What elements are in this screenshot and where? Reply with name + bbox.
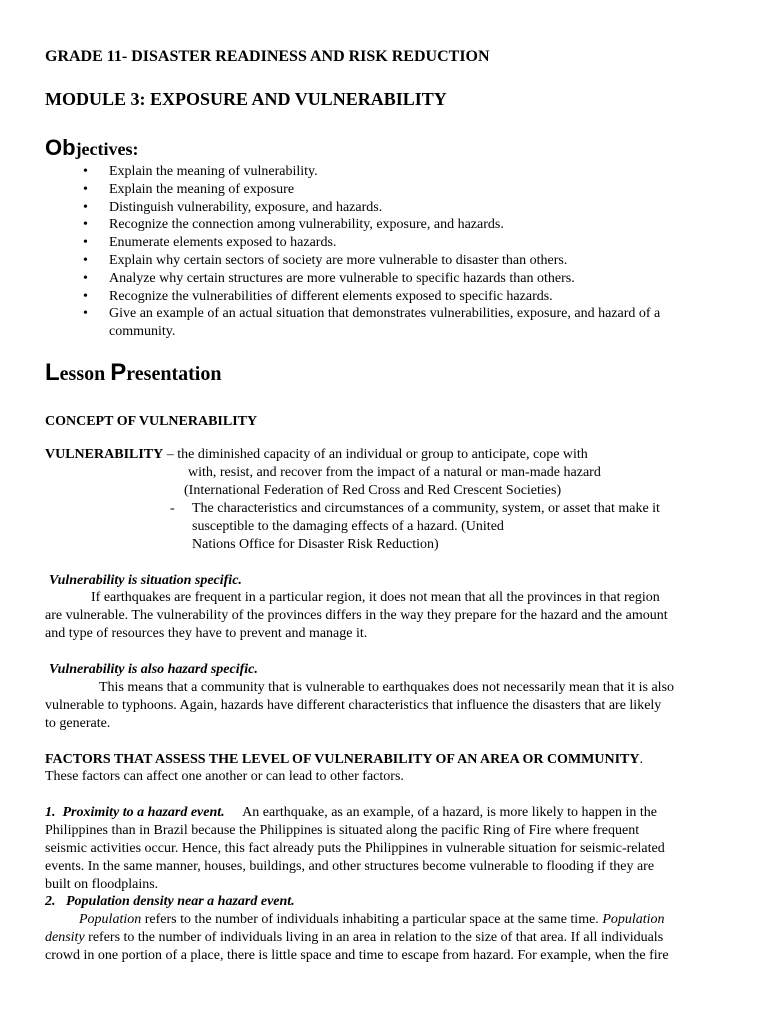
paragraph-line: seismic activities occur. Hence, this fact already puts the Philippines in vulnerable situation for seismic-related [45, 841, 665, 856]
bullet-icon: • [83, 252, 88, 268]
factor-1-title: Proximity to a hazard event. [62, 805, 225, 820]
paragraph-line: to generate. [45, 716, 111, 731]
bullet-icon: • [83, 181, 88, 197]
definition2-source: Nations Office for Disaster Risk Reduction) [192, 537, 439, 552]
bullet-icon: • [83, 306, 88, 322]
grade-heading: GRADE 11- DISASTER READINESS AND RISK REDUCTION [45, 48, 490, 65]
objective-item: • Analyze why certain structures are more vulnerable to specific hazards than others. [83, 270, 575, 286]
concept-heading: CONCEPT OF VULNERABILITY [45, 414, 258, 429]
definition2-line: susceptible to the damaging effects of a hazard. (United [192, 519, 504, 534]
bullet-icon: • [83, 217, 88, 233]
bullet-icon: • [83, 288, 88, 304]
factor-2-title: Population density near a hazard event. [66, 894, 295, 909]
lesson-presentation-title: Lesson Presentation [45, 359, 222, 386]
bullet-icon: • [83, 270, 88, 286]
situation-specific-heading: Vulnerability is situation specific. [49, 573, 242, 588]
factor-2-heading [45, 893, 295, 911]
objectives-list [45, 163, 725, 341]
bullet-icon: • [83, 199, 88, 215]
objective-item: • Explain the meaning of exposure [83, 181, 295, 197]
paragraph-line: are vulnerable. The vulnerability of the provinces differs in the way they prepare for the hazard and the amount [45, 608, 668, 623]
paragraph-line: crowd in one portion of a place, there is little space and time to escape from hazard. For example, when the fire [45, 948, 669, 963]
objectives-title-cap: Ob [45, 135, 76, 160]
paragraph-line: Population refers to the number of individuals inhabiting a particular space at the same time. Population [79, 912, 665, 927]
factors-heading: FACTORS THAT ASSESS THE LEVEL OF VULNERABILITY OF AN AREA OR COMMUNITY. [45, 752, 643, 767]
definition2-line: The characteristics and circumstances of a community, system, or asset that make it [192, 501, 660, 516]
definition-line: with, resist, and recover from the impact of a natural or man-made hazard [188, 465, 601, 480]
factor-1-number: 1. [45, 805, 56, 820]
paragraph-line: This means that a community that is vulnerable to earthquakes does not necessarily mean that it is also [99, 680, 675, 695]
objectives-title-rest: jectives: [75, 139, 139, 159]
objective-item: • Give an example of an actual situation that demonstrates vulnerabilities, exposure, and hazard of a community. [83, 306, 661, 340]
objective-item: • Recognize the vulnerabilities of different elements exposed to specific hazards. [83, 288, 553, 304]
paragraph-line: events. In the same manner, houses, buildings, and other structures become vulnerable to flooding if they are [45, 859, 655, 874]
objective-item: • Distinguish vulnerability, exposure, and hazards. [83, 199, 383, 215]
paragraph-line: vulnerable to typhoons. Again, hazards have different characteristics that influence the disasters that are likely [45, 698, 662, 713]
bullet-icon: • [83, 235, 88, 251]
paragraph-line: If earthquakes are frequent in a particular region, it does not mean that all the provinces in that region [91, 590, 660, 605]
factor-1-line: 1. Proximity to a hazard event. An earthquake, as an example, of a hazard, is more likely to happen in the [45, 805, 657, 820]
factor-2-number: 2. [45, 894, 56, 909]
vulnerability-definition: VULNERABILITY – the diminished capacity of an individual or group to anticipate, cope with [45, 447, 588, 462]
objective-item: • Explain the meaning of vulnerability. [83, 164, 318, 179]
paragraph-line: and type of resources they have to prevent and manage it. [45, 626, 368, 641]
objectives-title [45, 135, 139, 162]
factors-subtext: These factors can affect one another or can lead to other factors. [45, 769, 404, 784]
bullet-icon: • [83, 164, 88, 179]
definition-dash: - [170, 501, 175, 516]
paragraph-line: built on floodplains. [45, 877, 159, 892]
paragraph-line: density refers to the number of individuals living in an area in relation to the size of that area. If all individuals [45, 930, 664, 945]
definition-source: (International Federation of Red Cross and Red Crescent Societies) [184, 483, 562, 498]
objective-item: • Explain why certain sectors of society are more vulnerable to disaster than others. [83, 252, 568, 268]
objective-item: • Recognize the connection among vulnerability, exposure, and hazards. [83, 217, 504, 233]
paragraph-line: Philippines than in Brazil because the Philippines is situated along the pacific Ring of Fire where frequent [45, 823, 640, 838]
module-heading: MODULE 3: EXPOSURE AND VULNERABILITY [45, 89, 447, 109]
objective-item: • Enumerate elements exposed to hazards. [83, 235, 337, 251]
hazard-specific-heading: Vulnerability is also hazard specific. [49, 662, 258, 677]
vulnerability-term: VULNERABILITY [45, 447, 164, 462]
